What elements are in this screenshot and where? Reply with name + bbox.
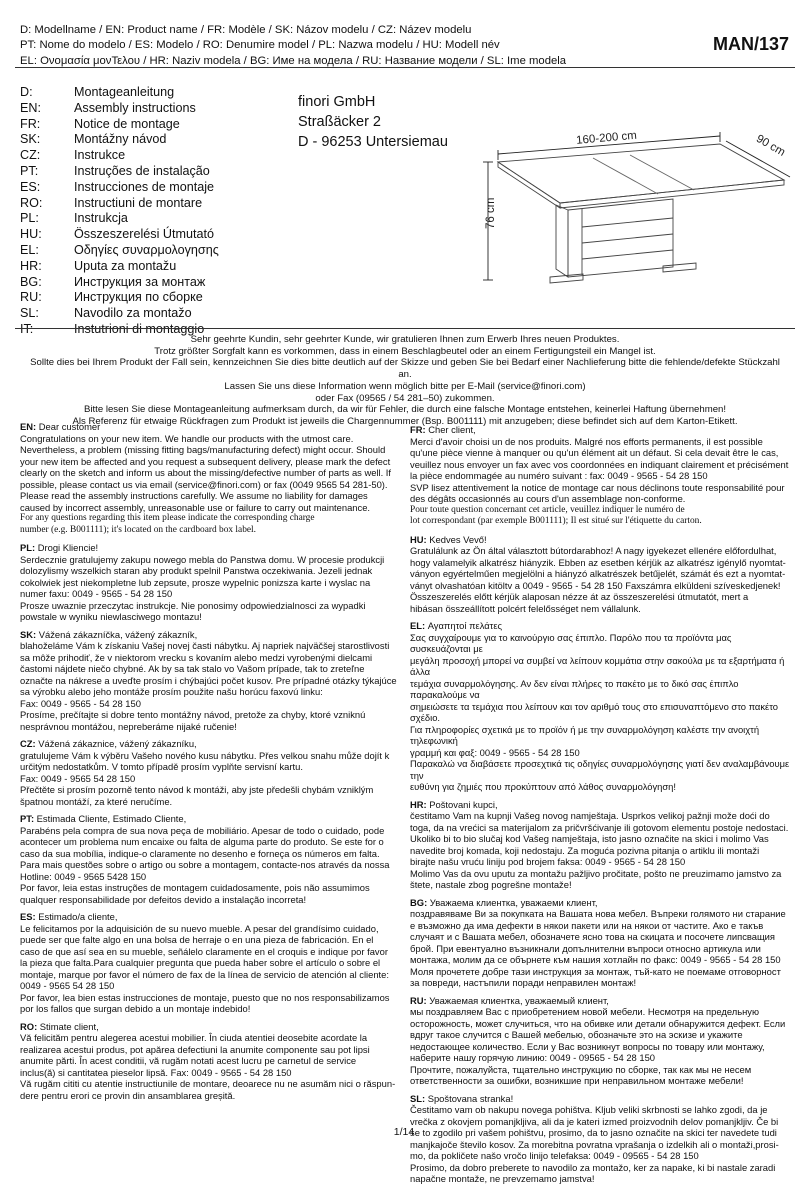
section-code: EN: bbox=[20, 421, 37, 432]
depth-dimension: 90 cm bbox=[753, 132, 788, 159]
section-line: la pieza que falta.Para cualquier pregunta que pueda haber sobre el artículo o sobre el bbox=[20, 957, 381, 968]
section-line: acontecer um problema num encaixe ou falta de alguma parte do produto. Se este for o bbox=[20, 836, 384, 847]
section-line: Prosíme, prečítajte si dobre tento montážny návod, pretože za chyby, ktoré vzniknú bbox=[20, 709, 366, 720]
section-code: BG: bbox=[410, 896, 428, 908]
section-line: недостающее количество. Если у Вас возникнут вопросы по товару или монтажу, bbox=[410, 1040, 765, 1052]
section-code: SK: bbox=[20, 628, 37, 640]
section-line: ответственности за ошибки, возникшие при неправильном монтаже мебели! bbox=[410, 1075, 744, 1086]
language-code: EN: bbox=[20, 100, 41, 115]
section-salutation: Cher client, bbox=[428, 424, 476, 435]
language-title: Összeszerelési Útmutató bbox=[74, 227, 214, 242]
section-line: σημειώσετε τα τεμάχια που λείπουν και τον αριθμό τους στο επισυναπτόμενο στο πακέτο σχέδιο. bbox=[410, 700, 779, 723]
section-line: por los fallos que surgan debido a un montaje indebido! bbox=[20, 1003, 251, 1014]
language-title: Instructiuni de montare bbox=[74, 195, 203, 210]
section-line: hogy valamelyik alkatrész hiányzik. Ebben az esetben kérjük az alkatrész igénylő nyomtat- bbox=[410, 556, 786, 568]
section-line: dere pentru erori ce provin din ansamblarea greșită. bbox=[20, 1089, 236, 1101]
section-line: qu'une pièce vienne à manquer ou qu'un élément ait un défaut. Si cela devait être le cas, bbox=[410, 447, 779, 458]
section-line: случаят и с Вашата мебел, обозначете ясно това на скицата и посочете липсващия bbox=[410, 931, 775, 942]
language-section bbox=[410, 799, 794, 891]
section-line: Παρακαλώ να διαβάσετε προσεχτικά τις οδηγίες συναρμολόγησης γιατί δεν αναλαμβάνουμε την bbox=[410, 758, 790, 781]
section-heading bbox=[20, 911, 398, 923]
language-code: ES: bbox=[20, 179, 41, 194]
section-line: lot correspondant (par exemple B001111); Il est situé sur l'étiquette du carton. bbox=[410, 516, 702, 526]
language-section bbox=[410, 534, 794, 615]
language-title: Montážny návod bbox=[74, 132, 167, 147]
intro-line: Als Referenz für etwaige Rückfragen zum Produkt ist jeweils die Chargennummer (Bsp. B001111) mit anzugeben; diese befindet sich auf dem Karton-Etikett. bbox=[72, 415, 738, 427]
company-city: D - 96253 Untersiemau bbox=[298, 134, 448, 150]
section-line: veuillez nous envoyer un fax avec vos coordonnées en indiquant clairement et précisément bbox=[410, 458, 789, 470]
intro-line: Lassen Sie uns diese Information wenn möglich bitte per E-Mail (service@finori.com) bbox=[224, 380, 586, 392]
language-title: Notice de montage bbox=[74, 116, 180, 131]
language-row bbox=[20, 306, 290, 322]
section-line: blahoželáme Vám k získaniu Vašej novej časti nábytku. Aj napriek najväčšej starostlivosti bbox=[20, 640, 390, 651]
section-line: častomi nájdete niečo chybné. Ak by sa tak stalo vo Vašom prípade, tak to zreteľne bbox=[20, 663, 365, 674]
language-title: Instrukce bbox=[74, 148, 126, 163]
language-code: PL: bbox=[20, 211, 39, 226]
section-heading bbox=[410, 995, 794, 1007]
section-salutation: Spoštovana stranka! bbox=[427, 1092, 514, 1104]
section-salutation: Kedves Vevő! bbox=[429, 533, 487, 545]
section-line: Molimo Vas da ovu uputu za montažu pažljivo pročitate, pošto ne preuzimamo jamstvo za bbox=[410, 867, 782, 879]
language-title: Инструкция по сборке bbox=[74, 290, 203, 305]
language-code: IT: bbox=[20, 321, 34, 336]
section-line: Le felicitamos por la adquisición de su nuevo mueble. A pesar del grandísimo cuidado, bbox=[20, 922, 379, 934]
header bbox=[15, 20, 795, 68]
section-line: qualquer responsabilidade por defeitos devido a instalação incorreta! bbox=[20, 893, 307, 905]
language-section bbox=[20, 542, 398, 623]
language-row bbox=[20, 275, 290, 291]
section-salutation: Уважаемая клиентка, уважаемый клиент, bbox=[429, 994, 609, 1006]
section-line: caused by incorrect assembly, unreasonable use or failure to carry out maintenance. bbox=[20, 501, 371, 513]
right-column bbox=[410, 424, 794, 1191]
page-number: 1/14 bbox=[393, 1126, 415, 1138]
section-line: брой. При евентуално възникнали допълнителни въпроси относно артикула или bbox=[410, 942, 761, 954]
section-line: Pour toute question concernant cet article, veuillez indiquer le numéro de bbox=[410, 504, 685, 515]
section-line: Прочтите, пожалуйста, тщательно инструкцию по сборке, так как мы не несем bbox=[410, 1063, 752, 1075]
language-title: Οδηγίες συναρμολογησης bbox=[74, 242, 219, 257]
section-heading bbox=[410, 897, 794, 909]
section-line: е възможно да има дефекти в някои пакети или на някои от частите. Ако е такъв bbox=[410, 919, 764, 931]
section-line: possible, please contact us via email (service@finori.com) or fax (0049 9565 54 281-50). bbox=[20, 478, 388, 490]
section-salutation: Drogi Kliencie! bbox=[37, 542, 99, 553]
left-column bbox=[20, 421, 398, 1107]
section-line: navedite broj komada, koji nedostaju. Za moguća pozivna pitanja o artiklu ili montaži bbox=[410, 844, 760, 856]
intro-line: Sehr geehrte Kundin, sehr geehrter Kunde, wir gratulieren Ihnen zum Erwerb Ihres neuen Produktes. bbox=[190, 334, 620, 345]
length-dimension: 160-200 cm bbox=[575, 129, 638, 147]
section-line: наберите нашу горячую линию: 0049 - 09565 - 54 28 150 bbox=[410, 1052, 656, 1063]
language-section bbox=[20, 738, 398, 807]
header-line: D: Modellname / EN: Product name / FR: Modèle / SK: Názov modelu / CZ: Název modelu bbox=[20, 24, 472, 36]
section-line: la pièce endommagée au numéro suivant : fax: 0049 - 9565 - 54 28 150 bbox=[410, 470, 708, 481]
intro-line: oder Fax (09565 / 54 281–50) zukommen. bbox=[315, 392, 495, 404]
language-section bbox=[20, 1021, 398, 1102]
language-title: Instruções de instalação bbox=[74, 163, 210, 178]
section-code: RO: bbox=[20, 1020, 38, 1032]
section-line: nesprávnou montážou, nepreberáme nijaké ručenie! bbox=[20, 720, 237, 732]
section-line: ευθύνη για ζημιές που προκύπτουν από λάθος συναρμολόγηση! bbox=[410, 781, 676, 792]
section-line: вдруг такое случится с Вашей мебелью, обозначьте это на эскизе и укажите bbox=[410, 1029, 743, 1040]
section-heading bbox=[410, 799, 794, 811]
section-line: Přečtěte si prosím pozorně tento návod k montáži, aby jste předešli chybám vzniklým bbox=[20, 784, 374, 795]
intro-text-de bbox=[30, 334, 780, 428]
language-title: Instutrioni di montaggio bbox=[74, 321, 205, 336]
language-row bbox=[20, 180, 290, 196]
section-line: mo, da pokličete našo vročo linijo telefaksa: 0049 - 09565 - 54 28 150 bbox=[410, 1150, 699, 1161]
section-line: Σας συγχαίρουμε για το καινούργιο σας έπιπλο. Παρόλο που τα προϊόντα μας συσκευάζονται με bbox=[410, 631, 732, 654]
section-line: SVP lisez attentivement la notice de montage car nous déclinons toute responsabilité pour bbox=[410, 481, 785, 493]
language-section bbox=[410, 995, 794, 1087]
drawer-cabinet bbox=[568, 199, 673, 277]
language-row bbox=[20, 117, 290, 133]
section-line: cokolwiek jest niekompletne lub zepsute, prosze wypelnic ponizsza karte i wyslac na bbox=[20, 576, 371, 588]
language-row bbox=[20, 148, 290, 164]
section-line: Prosimo, da dobro preberete to navodilo za montažo, ker za napake, ki bi nastale zaradi bbox=[410, 1161, 776, 1173]
language-section bbox=[20, 911, 398, 1015]
language-code: HU: bbox=[20, 227, 42, 242]
height-dimension: 76 cm bbox=[485, 197, 497, 229]
language-code: SK: bbox=[20, 132, 41, 147]
section-line: puede ser que falte algo en una bolsa de herraje o en una pieza de fabricación. En el bbox=[20, 934, 374, 945]
section-line: μεγάλη προσοχή μπορεί να συμβεί να λείπουν κομμάτια στην σακούλα με τα εξαρτήματα ή άλλα bbox=[410, 654, 785, 677]
section-line: Por favor, lea bien estas instrucciones de montaje, puesto que no nos responsabilizamos bbox=[20, 991, 390, 1003]
section-code: HR: bbox=[410, 798, 427, 810]
section-line: clearly on the sketch and inform us about the missing/defective number of parts as well. If bbox=[20, 467, 392, 478]
section-line: sa výrobku alebo jeho montáže prosím použite našu horúcu faxovú linku: bbox=[20, 686, 323, 697]
section-line: Моля прочетете добре тази инструкция за монтаж, тъй-като не поемаме отговорност bbox=[410, 965, 781, 977]
language-title: Navodilo za montažo bbox=[74, 306, 192, 321]
section-line: Fax: 0049 - 9565 54 28 150 bbox=[20, 772, 136, 784]
section-line: Gratulálunk az Ön által választott bútordarabhoz! A nagy igyekezet ellenére előfordulhat, bbox=[410, 545, 777, 556]
section-line: Para mais questões sobre o artigo ou sobre a montagem, contacte-nos através da nossa bbox=[20, 859, 390, 870]
section-heading bbox=[20, 421, 398, 433]
section-salutation: Estimada Cliente, Estimado Cliente, bbox=[36, 813, 187, 824]
section-heading bbox=[20, 738, 398, 750]
section-line: мы поздравляем Вас с приобретением новой мебели. Несмотря на предельную bbox=[410, 1006, 759, 1017]
section-line: Fax: 0049 - 9565 - 54 28 150 bbox=[20, 697, 141, 709]
language-section bbox=[410, 424, 794, 528]
language-section bbox=[410, 620, 794, 793]
section-line: Ukoliko bi to bio slučaj kod Vašeg namještaja, isto jasno označite na skici i molimo Vas bbox=[410, 833, 769, 844]
language-row bbox=[20, 290, 290, 306]
language-section bbox=[20, 629, 398, 733]
section-line: štete, nastale zbog pogrešne montaže! bbox=[410, 879, 572, 890]
section-line: γραμμή και φαξ: 0049 - 9565 - 54 28 150 bbox=[410, 746, 580, 758]
company-address bbox=[298, 92, 448, 152]
language-section bbox=[410, 1093, 794, 1185]
section-line: birajte našu vruću liniju pod brojem faksa: 0049 - 9565 - 54 28 150 bbox=[410, 856, 686, 867]
section-line: určitým nedostatkům. V tomto případě prosím vyplňte servisní kartu. bbox=[20, 761, 303, 772]
section-salutation: Αγαπητοί πελάτες bbox=[427, 620, 503, 631]
language-title: Uputa za montažu bbox=[74, 258, 177, 273]
section-heading bbox=[410, 534, 794, 546]
section-line: Serdecznie gratulujemy zakupu nowego mebla do Panstwa domu. W procesie produkcji bbox=[20, 553, 385, 565]
language-section bbox=[20, 813, 398, 905]
section-code: EL: bbox=[410, 620, 426, 631]
section-salutation: Stimate client, bbox=[39, 1020, 99, 1032]
section-heading bbox=[410, 424, 794, 436]
section-line: монтажа, молим да се обърнете към нашия хотлайн по факс: 0049 - 9565 - 54 28 150 bbox=[410, 954, 781, 965]
language-row bbox=[20, 101, 290, 117]
language-row bbox=[20, 211, 290, 227]
section-heading bbox=[20, 813, 398, 825]
section-line: number (e.g. B001111); it's located on the cardboard box label. bbox=[20, 524, 256, 535]
section-line: powstale w wyniku niewlasciwego montazu! bbox=[20, 611, 202, 622]
section-line: Congratulations on your new item. We handle our products with the utmost care. bbox=[20, 432, 354, 444]
section-salutation: Dear customer bbox=[38, 421, 101, 432]
section-code: PT: bbox=[20, 813, 35, 824]
section-heading bbox=[20, 1021, 398, 1033]
language-row bbox=[20, 132, 290, 148]
section-line: inclus(ă) si cantitatea pieselor lipsă. Fax: 0049 - 9565 - 54 28 150 bbox=[20, 1066, 292, 1078]
section-code: CZ: bbox=[20, 738, 36, 749]
language-row bbox=[20, 259, 290, 275]
model-code: MAN/137 bbox=[712, 34, 789, 54]
section-code: SL: bbox=[410, 1092, 426, 1104]
section-line: For any questions regarding this item please indicate the corresponding charge bbox=[20, 513, 315, 523]
section-line: your new item be affected and you request a subsequent delivery, please mark the defect bbox=[20, 455, 391, 467]
section-line: ványon egyértelműen megjelölni a hiányzó alkatrészek betűjelét, számát és ezt a nyomtat- bbox=[410, 568, 786, 579]
section-line: 0049 - 9565 54 28 150 bbox=[20, 980, 115, 991]
section-line: caso de que así sea en su mueble, señálelo claramente en el croquis e indique por favor bbox=[20, 945, 388, 957]
section-line: Nevertheless, a problem (missing fitting bags/manufacturing defect) might occur. Should bbox=[20, 444, 386, 455]
language-title: Инструкция за монтаж bbox=[74, 274, 206, 289]
section-code: FR: bbox=[410, 424, 426, 435]
section-line: označte na nákrese a uveďte prosím i chýbajúci počet kusov. Pre prípadné otázky týkajúce bbox=[20, 674, 397, 686]
section-line: Parabéns pela compra de sua nova peça de mobiliário. Apesar de todo o cuidado, pode bbox=[20, 824, 385, 836]
section-code: ES: bbox=[20, 911, 36, 922]
section-line: montaje, marque por favor el número de fax de la línea de servicio de atención al cliente: bbox=[20, 968, 389, 980]
section-code: RU: bbox=[410, 994, 427, 1006]
section-line: caso da sua mobília, indique-o claramente no desenho e forneça os números em falta. bbox=[20, 847, 380, 859]
section-heading bbox=[410, 620, 794, 632]
section-line: des dégâts occasionnés au cours d'un assemblage non-conforme. bbox=[410, 493, 686, 504]
section-line: Összeszerelés előtt kérjük alaposan nézze át az összeszerelési útmutatót, mert a bbox=[410, 591, 749, 602]
section-line: se to zgodilo pri vašem pohištvu, prosimo, da to jasno označite na skici ter navedete tudi bbox=[410, 1127, 777, 1138]
section-line: napačne montaže, ne prevzemamo jamstva! bbox=[410, 1173, 595, 1184]
section-line: Vă felicităm pentru alegerea acestui mobilier. În ciuda atentiei deosebite acordate la bbox=[20, 1032, 368, 1043]
language-code: PT: bbox=[20, 163, 39, 178]
table-diagram bbox=[468, 117, 798, 287]
section-line: vrečka z okovjem pomanjkljiva, ali da je kateri izmed proizvodnih delov pomanjkljiv. Če bi bbox=[410, 1115, 779, 1127]
language-section bbox=[20, 421, 398, 536]
language-row bbox=[20, 227, 290, 243]
language-code: BG: bbox=[20, 274, 42, 289]
product-name-labels bbox=[20, 23, 660, 69]
section-line: gratulujeme Vám k výběru Vašeho nového kusu nábytku. Přes velkou snahu může dojít k bbox=[20, 749, 390, 761]
language-title: Montageanleitung bbox=[74, 85, 175, 99]
language-code: CZ: bbox=[20, 148, 41, 163]
section-line: čestitamo Vam na kupnji Vašeg novog namještaja. Usprkos velikoj pažnji može doći do bbox=[410, 810, 770, 821]
language-title: Instrucciones de montaje bbox=[74, 179, 215, 194]
section-line: осторожность, может случиться, что на обивке или детали обнаружится дефект. Если bbox=[410, 1017, 786, 1029]
section-line: manjkajoče število kosov. Za morebitna povratna vprašanja o izdelkih ali o montaži,prosi- bbox=[410, 1138, 779, 1150]
section-line: Prosze uwaznie przeczytac instrukcje. Nie ponosimy odpowiedzialnosci za wypadki bbox=[20, 599, 366, 611]
section-line: anumite părti. În acest conditii, vă rugăm notati acest lucru pe carnetul de service bbox=[20, 1055, 357, 1066]
language-section bbox=[410, 897, 794, 989]
section-line: Por favor, leia estas instruções de montagem cuidadosamente, pois não assumimos bbox=[20, 882, 370, 893]
language-code: RO: bbox=[20, 195, 43, 210]
section-line: dolozylismy wszelkich staran aby produkt spelnil Panstwa oczekiwania. Jezeli jednak bbox=[20, 565, 373, 576]
section-line: Please read the assembly instructions carefully. We assume no liability for damages bbox=[20, 490, 368, 501]
header-line: PT: Nome do modelo / ES: Modelo / RO: Denumire model / PL: Nazwa modelu / HU: Modell név bbox=[20, 39, 500, 52]
section-salutation: Уважаема клиентка, уважаеми клиент, bbox=[429, 896, 598, 908]
section-heading bbox=[20, 629, 398, 641]
language-code: EL: bbox=[20, 242, 39, 257]
section-line: Hotline: 0049 - 9565 5428 150 bbox=[20, 870, 147, 882]
section-heading bbox=[410, 1093, 794, 1105]
section-line: Čestitamo vam ob nakupu novega pohištva. Kljub veliki skrbnosti se lahko zgodi, da je bbox=[410, 1104, 768, 1115]
section-line: Merci d'avoir choisi un de nos produits. Malgré nos efforts permanents, il est possible bbox=[410, 435, 763, 447]
divider bbox=[15, 328, 795, 329]
language-row bbox=[20, 243, 290, 259]
section-line: sa môže prihodiť, že v niektorom vrecku s kovaním alebo medzi vyrobenými dielcami bbox=[20, 651, 373, 663]
section-line: ványt olvashatóan kitöltv a 0049 - 9565 - 54 28 150 Faxszámra elküldeni szíveskedjenek! bbox=[410, 579, 781, 591]
section-heading bbox=[20, 542, 398, 554]
intro-line: Bitte lesen Sie diese Montageanleitung aufmerksam durch, da wir für Fehler, die durch eine falsche Montage entstehen, keinerlei Haftung übernehmen! bbox=[83, 404, 727, 416]
intro-line: Sollte dies bei Ihrem Produkt der Fall sein, kennzeichnen Sie dies bitte deutlich auf der Skizze und geben Sie bei Bedarf einer Nachlieferung bitte die fehlende/defekte Stückzahl an. bbox=[30, 357, 780, 381]
section-line: numer faxu: 0049 - 9565 - 54 28 150 bbox=[20, 588, 173, 599]
language-row bbox=[20, 164, 290, 180]
language-row bbox=[20, 85, 290, 101]
section-salutation: Vážená zákazníčka, vážený zákazník, bbox=[38, 628, 198, 640]
section-line: τεμάχια συναρμολόγησης. Αν δεν είναι πλήρες το πακέτο με το δικό σας έπιπλο παρακαλούμε να bbox=[410, 677, 739, 700]
section-line: Για πληροφορίες σχετικά με το προϊόν ή με την συναρμολόγηση καλέστε την ανοιχτή τηλεφωνική bbox=[410, 723, 760, 746]
language-list bbox=[20, 85, 290, 338]
language-title: Assembly instructions bbox=[74, 100, 196, 115]
section-salutation: Estimado/a cliente, bbox=[38, 911, 118, 922]
header-line: EL: Ονομασία μονΤελου / HR: Naziv modela / BG: Име на модела / RU: Название модели / SL: Ime modela bbox=[20, 54, 567, 67]
language-code: D: bbox=[20, 85, 33, 99]
company-name: finori GmbH bbox=[298, 94, 376, 110]
section-line: špatnou montáží, za které neručíme. bbox=[20, 795, 173, 807]
company-street: Straßäcker 2 bbox=[298, 114, 381, 130]
section-line: toga, da na vrećici sa materijalom za pričvršćivanje ili gotovom elementu postoje nedostaci. bbox=[410, 821, 789, 833]
language-row bbox=[20, 196, 290, 212]
section-line: realizarea acestui produs, pot apărea defectiuni la anumite componente sau pot lipsi bbox=[20, 1043, 370, 1055]
section-line: Vă rugăm cititi cu atentie instructiunile de montare, deoarece nu ne asumăm nici o răspun- bbox=[20, 1078, 396, 1089]
language-code: FR: bbox=[20, 116, 41, 131]
section-code: HU: bbox=[410, 533, 427, 545]
section-line: за повреди, настъпили поради неправилен монтаж! bbox=[410, 977, 637, 988]
table-top bbox=[498, 144, 784, 203]
intro-line: Trotz größter Sorgfalt kann es vorkommen, dass in einem Beschlagbeutel oder an einem Fertigungsteil ein Mangel ist. bbox=[154, 345, 656, 357]
language-code: HR: bbox=[20, 258, 42, 273]
section-line: hibásan összeállított polcért felelősséget nem vállalunk. bbox=[410, 602, 641, 614]
section-salutation: Poštovani kupci, bbox=[429, 798, 498, 810]
language-title: Instrukcja bbox=[74, 211, 128, 226]
language-code: SL: bbox=[20, 306, 39, 321]
language-code: RU: bbox=[20, 290, 42, 305]
section-code: PL: bbox=[20, 542, 36, 553]
section-salutation: Vážená zákaznice, vážený zákazníku, bbox=[38, 738, 197, 749]
section-line: поздравяваме Ви за покупката на Вашата нова мебел. Въпреки голямото ни старание bbox=[410, 908, 786, 919]
